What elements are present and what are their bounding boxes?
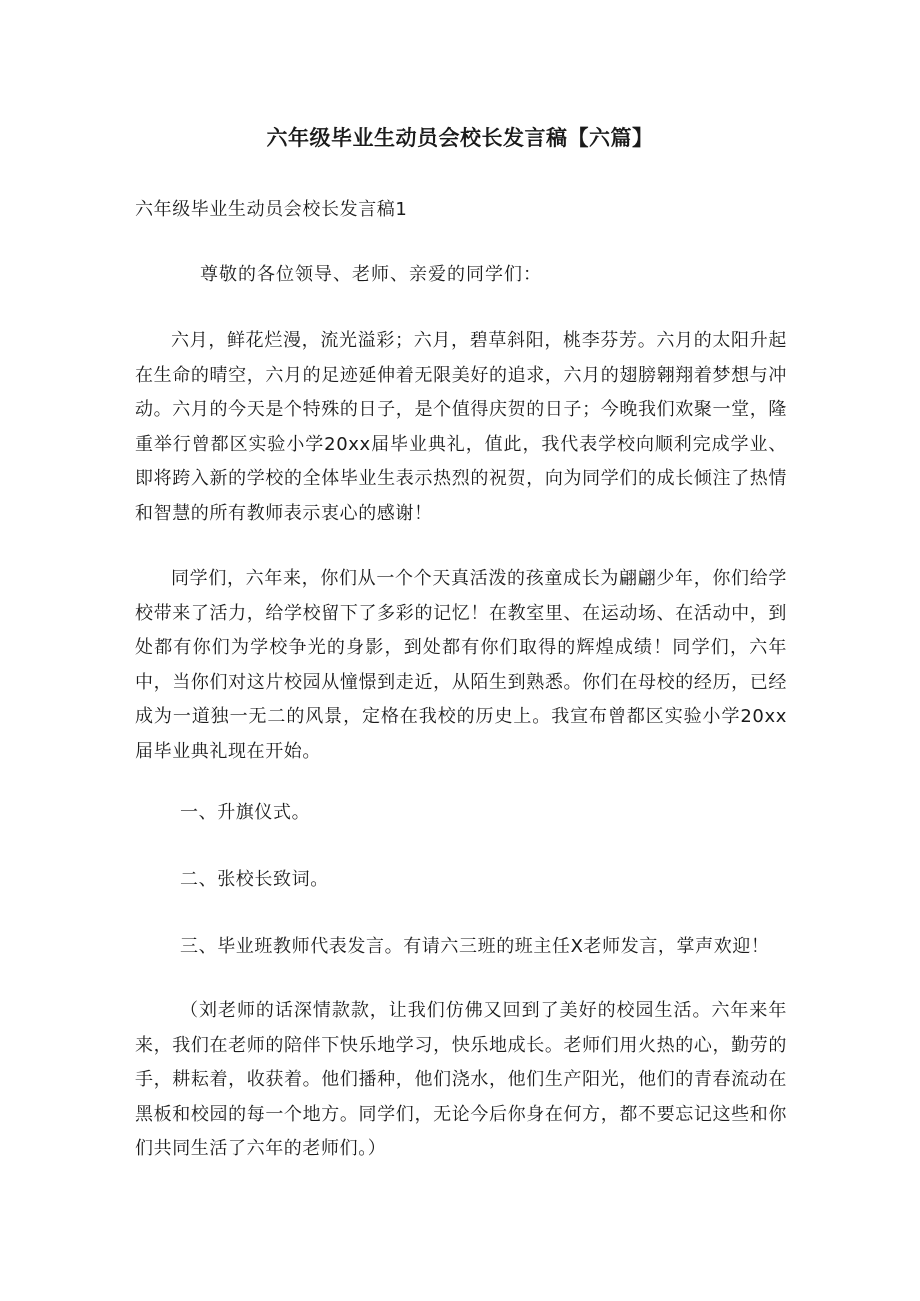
paragraph-opening: 六月，鲜花烂漫，流光溢彩；六月，碧草斜阳，桃李芬芳。六月的太阳升起在生命的晴空，六月的足迹延伸着无限美好的追求，六月的翅膀翱翔着梦想与冲动。六月的今天是个特殊的日子，是个值得庆贺的日子；今晚我们欢聚一堂，隆重举行曾都区实验小学20xx届毕业典礼，值此，我代表学校向顺利完成学业、即将跨入新的学校的全体毕业生表示热烈的祝贺，向为同学们的成长倾注了热情和智慧的所有教师表示衷心的感谢！ <box>135 330 787 524</box>
section-heading: 六年级毕业生动员会校长发言稿1 <box>135 199 408 220</box>
salutation: 尊敬的各位领导、老师、亲爱的同学们： <box>200 264 542 285</box>
paragraph-closing: （刘老师的话深情款款，让我们仿佛又回到了美好的校园生活。六年来年来，我们在老师的陪伴下快乐地学习，快乐地成长。老师们用火热的心，勤劳的手，耕耘着，收获着。他们播种，他们浇水，他们生产阳光，他们的青春流动在黑板和校园的每一个地方。同学们，无论今后你身在何方，都不要忘记这些和你们共同生活了六年的老师们。） <box>135 1000 787 1160</box>
document-title: 六年级毕业生动员会校长发言稿【六篇】 <box>266 126 654 150</box>
program-item-teacher: 三、毕业班教师代表发言。有请六三班的班主任X老师发言，掌声欢迎！ <box>180 936 770 957</box>
program-item-flag: 一、升旗仪式。 <box>180 802 311 823</box>
paragraph-students: 同学们，六年来，你们从一个个天真活泼的孩童成长为翩翩少年，你们给学校带来了活力，给学校留下了多彩的记忆！在教室里、在运动场、在活动中，到处都有你们为学校争光的身影，到处都有你们取得的辉煌成绩！同学们，六年中，当你们对这片校园从憧憬到走近，从陌生到熟悉。你们在母校的经历，已经成为一道独一无二的风景，定格在我校的历史上。我宣布曾都区实验小学20xx届毕业典礼现在开始。 <box>135 568 787 762</box>
program-item-principal: 二、张校长致词。 <box>180 869 329 890</box>
